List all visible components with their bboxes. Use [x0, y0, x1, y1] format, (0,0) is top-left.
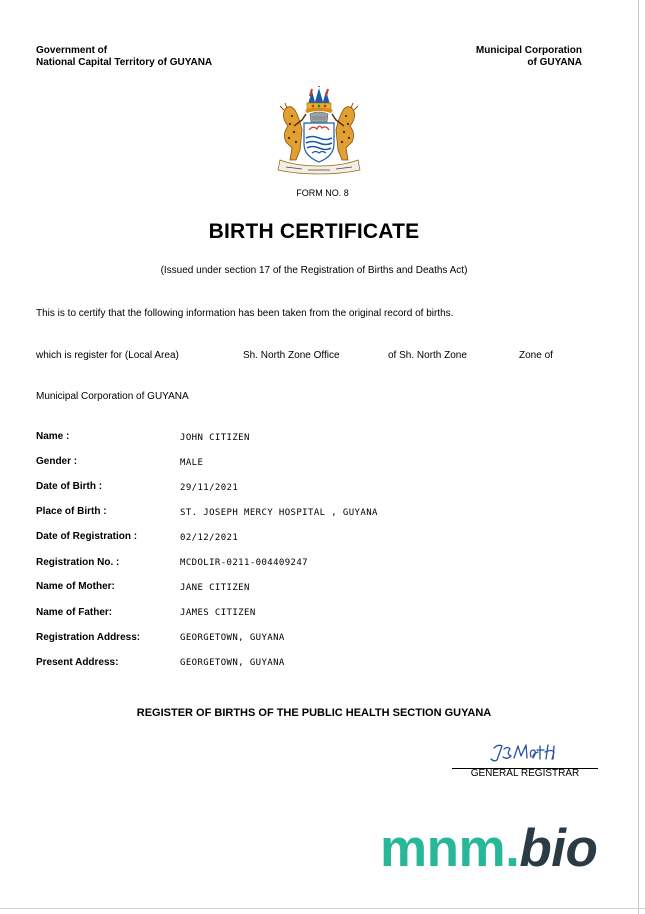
- field-value-date-of-birth: 29/11/2021: [180, 483, 239, 493]
- field-label-place-of-birth: Place of Birth :: [36, 506, 107, 517]
- field-value-name: JOHN CITIZEN: [180, 433, 250, 443]
- field-value-present-address: GEORGETOWN, GUYANA: [180, 658, 285, 668]
- page-edge-bottom: [0, 908, 645, 909]
- field-label-name: Name :: [36, 431, 70, 442]
- field-label-present-address: Present Address:: [36, 657, 119, 668]
- header-right-line1: Municipal Corporation: [475, 45, 582, 56]
- crown-icon: [305, 86, 333, 113]
- header-left-line1: Government of: [36, 45, 108, 56]
- field-value-registration-no: MCDOLIR-0211-004409247: [180, 558, 309, 568]
- registrar-signature: [488, 740, 568, 764]
- certify-statement: This is to certify that the following information has been taken from the original record of births.: [36, 308, 454, 319]
- field-label-father: Name of Father:: [36, 607, 113, 618]
- field-value-gender: MALE: [180, 458, 204, 468]
- field-value-mother: JANE CITIZEN: [180, 583, 250, 593]
- header-right: [440, 45, 582, 69]
- watermark-part2: bio: [519, 819, 598, 878]
- certificate-title: BIRTH CERTIFICATE: [208, 220, 420, 243]
- certificate-subtitle: (Issued under section 17 of the Registration of Births and Deaths Act): [160, 265, 468, 276]
- local-area-office: Sh. North Zone Office: [243, 350, 340, 361]
- field-value-date-of-registration: 02/12/2021: [180, 533, 239, 543]
- field-label-date-of-birth: Date of Birth :: [36, 481, 103, 492]
- local-area-prefix: which is register for (Local Area): [36, 350, 179, 361]
- watermark-logo: [380, 817, 597, 881]
- watermark-part1: mnm.: [380, 819, 520, 878]
- page-edge-right: [638, 0, 639, 914]
- field-label-registration-address: Registration Address:: [36, 632, 141, 643]
- field-label-registration-no: Registration No. :: [36, 557, 120, 568]
- header-left-line2: National Capital Territory of GUYANA: [36, 57, 213, 68]
- field-label-gender: Gender :: [36, 456, 78, 467]
- local-area-suffix: Zone of: [519, 350, 553, 361]
- field-label-mother: Name of Mother:: [36, 581, 115, 592]
- field-value-father: JAMES CITIZEN: [180, 608, 256, 618]
- shield-icon: [304, 123, 334, 162]
- form-number: FORM NO. 8: [296, 188, 349, 198]
- header-left: [36, 45, 212, 69]
- field-value-place-of-birth: ST. JOSEPH MERCY HOSPITAL , GUYANA: [180, 508, 378, 518]
- field-value-registration-address: GEORGETOWN, GUYANA: [180, 633, 285, 643]
- header-right-line2: of GUYANA: [527, 57, 582, 68]
- register-line: REGISTER OF BIRTHS OF THE PUBLIC HEALTH SECTION GUYANA: [136, 707, 492, 719]
- left-jaguar-icon: [280, 103, 306, 160]
- field-label-date-of-registration: Date of Registration :: [36, 531, 138, 542]
- helmet-icon: [310, 112, 328, 122]
- local-area-zone: of Sh. North Zone: [388, 350, 467, 361]
- coat-of-arms-emblem: [272, 86, 366, 176]
- municipal-line: Municipal Corporation of GUYANA: [36, 391, 189, 402]
- right-jaguar-icon: [332, 103, 358, 160]
- registrar-label: GENERAL REGISTRAR: [470, 768, 580, 779]
